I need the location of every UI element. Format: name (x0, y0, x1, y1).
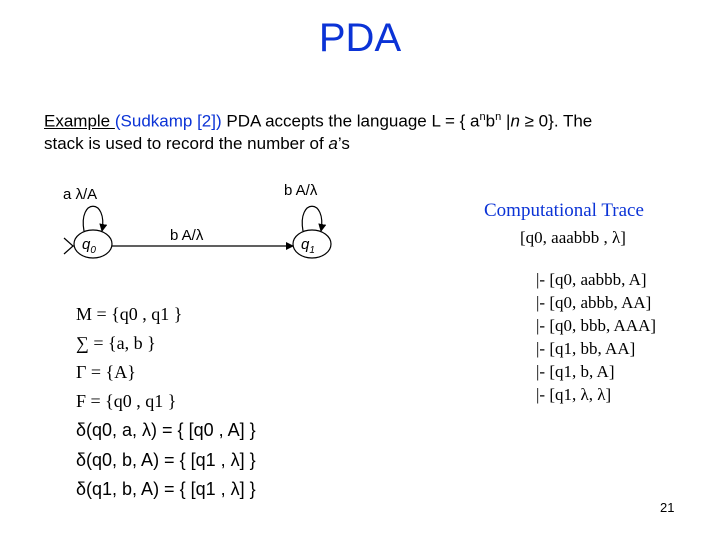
def-M: M = {q0 , q1 } (76, 304, 183, 324)
loop-q1-label: b A/λ (284, 182, 318, 199)
intro-text: b (485, 111, 496, 131)
trace-step: |- [q1, bb, AA] (536, 339, 636, 358)
loop-q0-label: a λ/A (63, 186, 98, 203)
trace-step: |- [q0, abbb, AA] (536, 293, 652, 312)
state-q0-label: $q_0$ (82, 236, 96, 256)
def-delta-1: δ(q0, a, λ) = { [q0 , A] } (76, 420, 256, 440)
def-delta-3: δ(q1, b, A) = { [q1 , λ] } (76, 479, 256, 499)
def-sigma: ∑ = {a, b } (76, 333, 156, 353)
def-final-states: F = {q0 , q1 } (76, 391, 177, 411)
example-label: Example (44, 111, 115, 131)
def-delta-2: δ(q0, b, A) = { [q1 , λ] } (76, 450, 256, 470)
intro-text: | (501, 111, 511, 131)
exponent: n (479, 111, 486, 123)
trace-step: |- [q0, aabbb, A] (536, 270, 647, 289)
trace-step: |- [q1, b, A] (536, 362, 615, 381)
slide-title: PDA (318, 16, 402, 60)
loop-q1 (302, 206, 322, 231)
trace-heading: Computational Trace (484, 200, 644, 221)
exponent: n (495, 111, 502, 123)
intro-variable: a (328, 133, 338, 153)
intro-variable: n (510, 111, 520, 131)
intro-text: ’s (337, 133, 350, 153)
intro-text: PDA accepts the language L = { a (221, 111, 480, 131)
trace-step: |- [q0, bbb, AAA] (536, 316, 657, 335)
trace-step: |- [q1, λ, λ] (536, 385, 612, 404)
def-gamma: Γ = {A} (76, 362, 136, 382)
loop-q0 (83, 206, 103, 231)
intro-text: stack is used to record the number of (44, 133, 329, 153)
intro-text: ≥ 0}. The (519, 111, 593, 131)
page-number: 21 (660, 500, 675, 515)
trace-start: [q0, aaabbb , λ] (520, 228, 626, 247)
start-arrow-icon (64, 238, 73, 254)
transition-label: b A/λ (170, 227, 204, 244)
source-citation: (Sudkamp [2]) (114, 111, 222, 131)
state-q1-label: $q_1$ (301, 236, 315, 256)
